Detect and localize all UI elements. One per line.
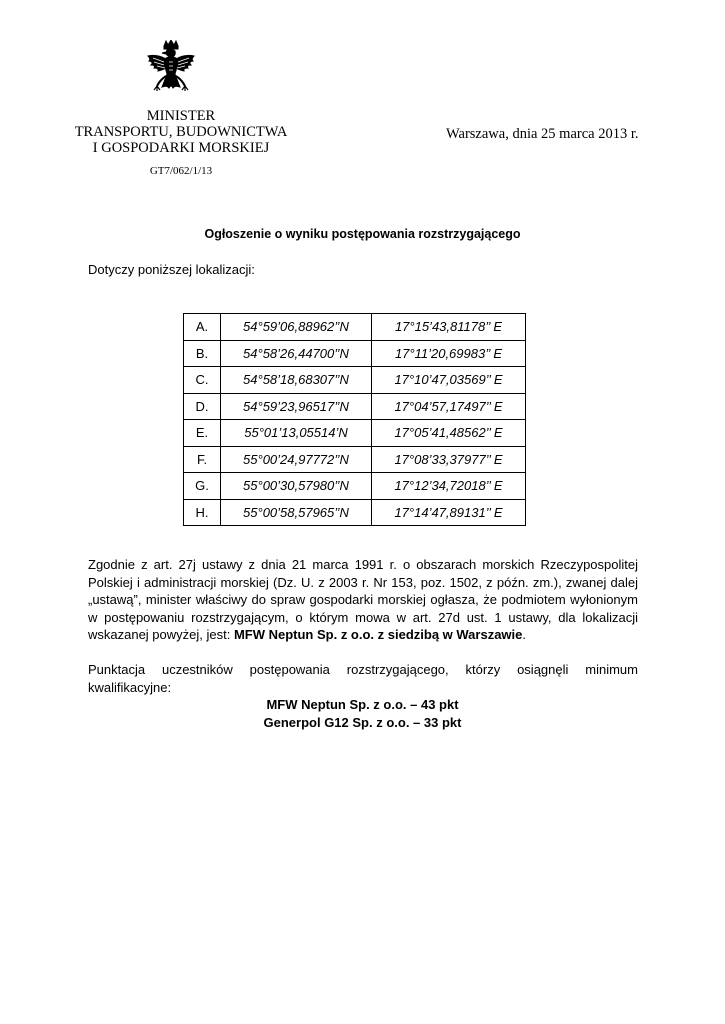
table-row bbox=[184, 367, 526, 394]
table-row bbox=[184, 499, 526, 526]
table-row bbox=[184, 393, 526, 420]
table-row bbox=[184, 340, 526, 367]
ministry-line-3: I GOSPODARKI MORSKIEJ bbox=[92, 140, 270, 156]
table-row bbox=[184, 314, 526, 341]
polish-eagle-emblem-icon bbox=[145, 40, 197, 100]
reference-number: GT7/062/1/13 bbox=[149, 165, 213, 177]
table-row bbox=[184, 446, 526, 473]
table-row bbox=[184, 420, 526, 447]
longitude-cell: 17°12’34,72018’’ E bbox=[372, 473, 526, 500]
longitude-cell: 17°11’20,69983’’ E bbox=[372, 340, 526, 367]
scoring-paragraph: Punktacja uczestników postępowania rozstrzygającego, którzy osiągnęli minimum kwalifikacyjne: bbox=[88, 662, 638, 695]
point-label: B. bbox=[184, 340, 221, 367]
longitude-cell: 17°15’43,81178’’ E bbox=[372, 314, 526, 341]
longitude-cell: 17°05’41,48562’’ E bbox=[372, 420, 526, 447]
latitude-cell: 55°00’58,57965’’N bbox=[221, 499, 372, 526]
document-title: Ogłoszenie o wyniku postępowania rozstrzygającego bbox=[204, 227, 521, 241]
point-label: A. bbox=[184, 314, 221, 341]
decision-end: . bbox=[522, 627, 527, 642]
point-label: H. bbox=[184, 499, 221, 526]
latitude-cell: 54°59’06,88962’’N bbox=[221, 314, 372, 341]
longitude-cell: 17°10’47,03569’’ E bbox=[372, 367, 526, 394]
latitude-cell: 54°58’18,68307’’N bbox=[221, 367, 372, 394]
latitude-cell: 55°01’13,05514’N bbox=[221, 420, 372, 447]
place-and-date: Warszawa, dnia 25 marca 2013 r. bbox=[446, 126, 639, 142]
result-line: MFW Neptun Sp. z o.o. – 43 pkt bbox=[266, 697, 459, 712]
result-line: Generpol G12 Sp. z o.o. – 33 pkt bbox=[263, 715, 462, 730]
ministry-line-2: TRANSPORTU, BUDOWNICTWA bbox=[74, 124, 288, 140]
point-label: D. bbox=[184, 393, 221, 420]
ministry-line-1: MINISTER bbox=[146, 108, 216, 124]
point-label: F. bbox=[184, 446, 221, 473]
longitude-cell: 17°04’57,17497’’ E bbox=[372, 393, 526, 420]
longitude-cell: 17°08’33,37977’’ E bbox=[372, 446, 526, 473]
latitude-cell: 55°00’24,97772’’N bbox=[221, 446, 372, 473]
results-list bbox=[0, 696, 725, 732]
decision-text: Zgodnie z art. 27j ustawy z dnia 21 marca 1991 r. o obszarach morskich Rzeczypospolitej Polskiej i administracji morskiej (Dz. U. z 2003 r. Nr 153, poz. 1502, z późn. zm.), zwanej dalej „ustawą”, minister właściwy do spraw gospodarki morskiej ogłasza, że podmiotem wyłonionym w postępowaniu rozstrzygającym, o którym mowa w art. 27d ust. 1 ustawy, dla lokalizacji wskazanej powyżej, jest: bbox=[88, 557, 638, 642]
latitude-cell: 54°59’23,96517’’N bbox=[221, 393, 372, 420]
coordinates-table bbox=[183, 313, 526, 526]
ministry-name bbox=[60, 108, 302, 156]
latitude-cell: 55°00’30,57980’’N bbox=[221, 473, 372, 500]
latitude-cell: 54°58’26,44700’’N bbox=[221, 340, 372, 367]
point-label: E. bbox=[184, 420, 221, 447]
longitude-cell: 17°14’47,89131’’ E bbox=[372, 499, 526, 526]
point-label: G. bbox=[184, 473, 221, 500]
decision-paragraph bbox=[88, 556, 638, 644]
table-row bbox=[184, 473, 526, 500]
intro-text: Dotyczy poniższej lokalizacji: bbox=[88, 262, 255, 277]
winner-name: MFW Neptun Sp. z o.o. z siedzibą w Warszawie bbox=[233, 627, 523, 642]
point-label: C. bbox=[184, 367, 221, 394]
